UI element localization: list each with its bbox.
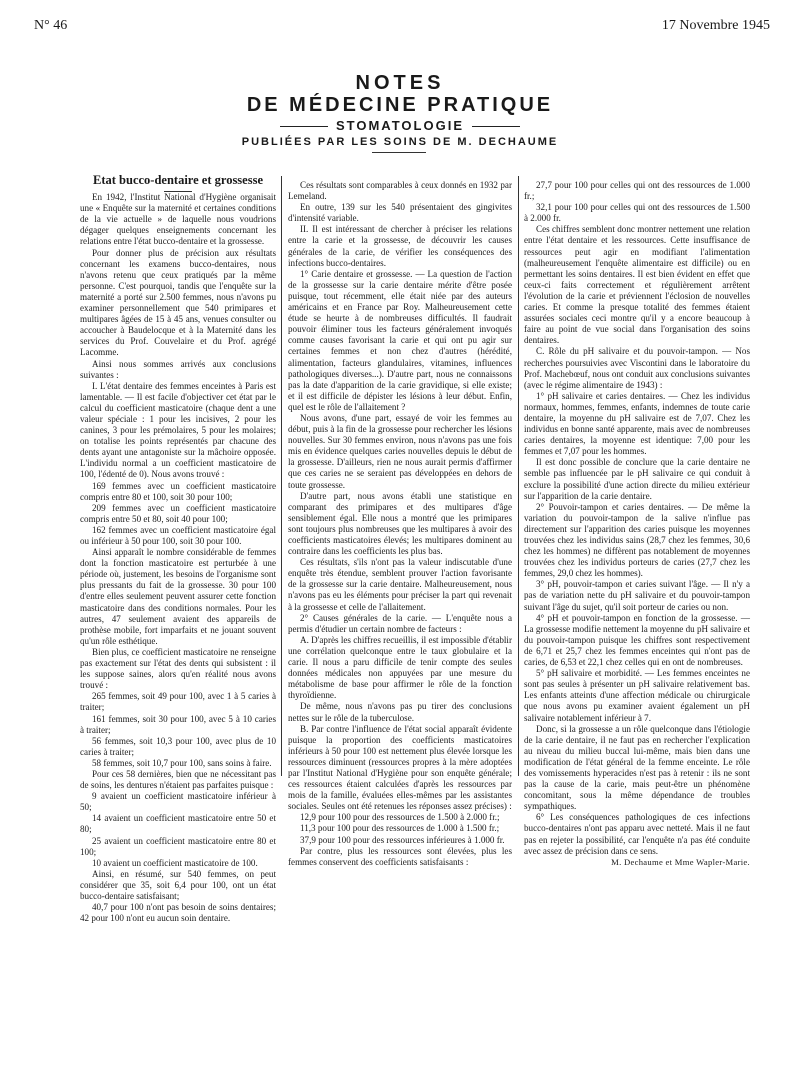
paragraph: Il est donc possible de conclure que la carie dentaire ne semble pas influencée par le pH salivaire ce qui conduit à exclure la possibilité d'une action directe du milieu extérieur sur l'apparition de la carie dentaire. — [524, 457, 750, 501]
paragraph: 5° pH salivaire et morbidité. — Les femmes enceintes ne sont pas seules à présenter un pH salivaire relativement bas. Les enfants atteints d'une affection médicale ou chirurgicale que nous avons pu examiner avaient également un pH salivaire notablement inférieur à 7. — [524, 668, 750, 723]
paragraph: D'autre part, nous avons établi une statistique en comparant des primipares et des multipares d'âge sensiblement égal. Elle nous a montré que les primipares sont toujours plus nombreuses que les multipares à avoir des coefficients masticatoires élevés; les multipares dominent au contraire dans les coefficients les plus bas. — [288, 490, 512, 557]
paragraph: Pour donner plus de précision aux résultats concernant les examens bucco-dentaires, nous n'avons retenu que ceux pratiqués par la même personne. C'est pourquoi, tandis que l'enquête sur la maternité a porté sur 2.500 femmes, nous n'avons pu examiner personnellement que 540 primipares et multipares âgées de 15 à 45 ans, venues consulter ou accoucher à Baudelocque et à la Maternité dans les services du Prof. Couvelaire et du Prof. agrégé Lacomme. — [80, 247, 276, 358]
masthead-line1: NOTES — [355, 72, 445, 94]
paragraph: 162 femmes avec un coefficient masticatoire égal ou inférieur à 50 pour 100, soit 30 pour 100. — [80, 524, 276, 546]
paragraph: Pour ces 58 dernières, bien que ne nécessitant pas de soins, les dentures n'étaient pas parfaites puisque : — [80, 768, 276, 791]
issue-number: N° 46 — [34, 18, 68, 33]
paragraph: 3° pH, pouvoir-tampon et caries suivant l'âge. — Il n'y a pas de variation nette du pH salivaire et du pouvoir-tampon suivant l'âge du sujet, qu'il soit porteur de caries ou non. — [524, 579, 750, 612]
paragraph: 27,7 pour 100 pour celles qui ont des ressources de 1.000 fr.; — [524, 180, 750, 202]
masthead-byline: PUBLIÉES PAR LES SOINS DE M. DECHAUME — [241, 136, 559, 148]
paragraph: 10 avaient un coefficient masticatoire de 100. — [92, 857, 258, 868]
paragraph: II. Il est intéressant de chercher à préciser les relations entre la carie et la grossesse, de découvrir les causes générales de la carie, de vérifier les conséquences des infections bucco-dentaires. — [288, 224, 512, 268]
column-1 — [80, 175, 276, 924]
paragraph: 58 femmes, soit 10,7 pour 100, sans soins à faire. — [92, 757, 272, 768]
paragraph: 1° Carie dentaire et grossesse. — La question de l'action de la grossesse sur la carie dentaire mérite d'être posée puisque, tout récemment, elle était niée par des auteurs américains et en France par Roy. Malheureusement cette étude se heurte à de nombreuses difficultés. Il faudrait pouvoir éliminer tous les facteurs généralement invoqués comme causes favorisant la carie et qui ont pu agir sur certaines femmes et non chez d'autres (hérédité, alimentation, facteurs glandulaires, vitamines, influences pathologiques diverses...). D'autre part, nous ne connaissons pas la date d'apparition de la carie gravidique, si elle existe; et il est difficile de dépister les lésions à leur début. Enfin, quel est le rôle de l'allaitement ? — [288, 268, 512, 412]
paragraph: 11,3 pour 100 pour des ressources de 1.000 à 1.500 fr.; — [300, 823, 500, 834]
masthead-separator — [372, 152, 426, 153]
paragraph: 169 femmes avec un coefficient masticatoire compris entre 80 et 100, soit 30 pour 100; — [80, 480, 276, 502]
paragraph: 4° pH et pouvoir-tampon en fonction de la grossesse. — La grossesse modifie nettement la moyenne du pH salivaire et du pouvoir-tampon puisque les chiffres sont respectivement de 6,71 et 25,7 chez les femmes enceintes qui n'ont pas de caries, de 6,53 et 22,1 chez celles qui en ont de nombreuses. — [524, 612, 751, 668]
masthead-line2: DE MÉDECINE PRATIQUE — [246, 94, 554, 116]
paragraph: De même, nous n'avons pas pu tirer des conclusions nettes sur le rôle de la tuberculose. — [288, 701, 512, 723]
paragraph: B. Par contre l'influence de l'état social apparaît évidente puisque la proportion des coefficients masticatoires inférieurs à 50 pour 100 est nettement plus élevée lorsque les ressources diminuent (ressources propres à la mère adoptées par l'Institut National d'Hygiène pour son enquête générale; ces ressources étaient calculées d'après les ressources par mois de la famille, évaluées elles-mêmes par les assistantes sociales. Seules ont été retenues les réponses assez précises) : — [288, 723, 512, 812]
paragraph: C. Rôle du pH salivaire et du pouvoir-tampon. — Nos recherches poursuivies avec Viscontini dans le laboratoire du Prof. Machebœuf, nous ont conduit aux conclusions suivantes (avec le régime alimentaire de 1943) : — [524, 346, 750, 390]
paragraph: 9 avaient un coefficient masticatoire inférieur à 50; — [80, 791, 276, 813]
paragraph: Donc, si la grossesse a un rôle quelconque dans l'étiologie de la carie dentaire, il ne faut pas en rechercher l'explication au niveau du milieu buccal lui-même, mais bien dans une modification de l'état général de la femme enceinte. Le rôle des vomissements hyperacides n'est pas à retenir : ils ne sont pas la cause de la carie, mais peut-être un phénomène concomitant, sous la même dépendance de troubles sympathiques. — [524, 723, 750, 812]
paragraph: 12,9 pour 100 pour des ressources de 1.500 à 2.000 fr.; — [300, 812, 500, 823]
section-rule-left — [280, 126, 328, 127]
paragraph: 32,1 pour 100 pour celles qui ont des ressources de 1.500 à 2.000 fr. — [524, 202, 750, 224]
paragraph: Bien plus, ce coefficient masticatoire ne renseigne pas exactement sur l'état des dents qui subsistent : il les suppose saines, alors qu'en réalité nous avons trouvé : — [80, 646, 276, 691]
article-signature: M. Dechaume et Mme Wapler-Marie. — [611, 856, 750, 867]
paragraph: Ainsi nous sommes arrivés aux conclusions suivantes : — [80, 358, 276, 380]
masthead-section — [0, 117, 800, 135]
column-3 — [524, 180, 750, 868]
paragraph: 14 avaient un coefficient masticatoire entre 50 et 80; — [80, 813, 276, 835]
article-title: Etat bucco-dentaire et grossesse — [80, 175, 276, 192]
paragraph: 2° Causes générales de la carie. — L'enquête nous a permis d'étudier un certain nombre de facteurs : — [288, 612, 512, 634]
paragraph: En outre, 139 sur les 540 présentaient des gingivites d'intensité variable. — [288, 202, 512, 224]
paragraph: I. L'état dentaire des femmes enceintes à Paris est lamentable. — Il est facile d'objectiver cet état par le calcul du coefficient masticatoire (chaque dent a une valeur spéciale : 1 pour les incisives, 2 pour les canines, 3 pour les prémolaires, 5 pour les molaires; on totalise les points représentés par chacune des dents ayant une antagoniste sur la mâchoire opposée. L'individu normal a un coefficient masticatoire de 100, l'édenté de 0). Nous avons trouvé : — [80, 380, 276, 480]
section-title: STOMATOLOGIE — [335, 118, 464, 133]
paragraph: 265 femmes, soit 49 pour 100, avec 1 à 5 caries à traiter; — [80, 691, 276, 713]
paragraph: 6° Les conséquences pathologiques de ces infections bucco-dentaires n'ont pas apparu avec netteté. Mais il ne faut pas en rejeter la possibilité, car l'enquête n'a pas été conduite avec assez de précision dans ce sens. — [524, 812, 750, 856]
paragraph: 25 avaient un coefficient masticatoire entre 80 et 100; — [80, 835, 276, 857]
paragraph: 2° Pouvoir-tampon et caries dentaires. — De même la variation du pouvoir-tampon de la salive n'influe pas directement sur l'apparition des caries puisque les moyennes trouvées chez les individus sains (28,7 chez les femmes, 30,6 chez les hommes) ne diffèrent pas notablement de moyennes trouvées chez les individus porteurs de caries (27,7 chez les femmes, 29,0 chez les hommes). — [524, 501, 750, 579]
column-2 — [288, 180, 512, 868]
paragraph: 1° pH salivaire et caries dentaires. — Chez les individus normaux, hommes, femmes, enfants, indemnes de toute carie dentaire, la moyenne du pH salivaire est de 7,07. Chez les individus en bonne santé apparente, mais avec de nombreuses caries dentaires, la moyenne est identique: 7,00 pour les femmes et 7,07 pour les hommes. — [524, 390, 750, 457]
paragraph: Ainsi apparaît le nombre considérable de femmes dont la fonction masticatoire est perturbée à une période où, justement, les besoins de l'organisme sont plus pressants du fait de la grossesse. 30 pour 100 d'entre elles seulement peuvent assurer cette fonction masticatoire dans des conditions normales. Pour les autres, 47 seulement avaient des appareils de prothèse mobile, fort imparfaits et ne jouant souvent qu'un rôle esthétique. — [80, 547, 276, 646]
paragraph: 40,7 pour 100 n'ont pas besoin de soins dentaires; 42 pour 100 n'ont eu aucun soin dentaire. — [80, 902, 276, 924]
paragraph: A. D'après les chiffres recueillis, il est impossible d'établir une corrélation quelconque entre le taux globulaire et la carie. Il nous a paru difficile de tenir compte des seules données médicales non appuyées par une mesure du métabolisme de base pour affirmer le rôle de la fonction thyroïdienne. — [288, 634, 512, 701]
column-2-body — [288, 180, 512, 868]
paragraph: Ces résultats, s'ils n'ont pas la valeur indiscutable d'une enquête très étendue, semblent prouver l'action favorisante de la grossesse sur la carie dentaire. Malheureusement, nous n'avons pas eu les éléments pour préciser la part qui revenait à la grossesse et celle de l'allaitement. — [288, 557, 512, 612]
paragraph: 161 femmes, soit 30 pour 100, avec 5 à 10 caries à traiter; — [80, 713, 276, 735]
paragraph: Par contre, plus les ressources sont élevées, plus les femmes conservent des coefficients satisfaisants : — [288, 845, 512, 867]
column-1-body — [80, 192, 276, 924]
column-3-body — [524, 180, 750, 857]
paragraph: Ces chiffres semblent donc montrer nettement une relation entre l'état dentaire et les ressources. Cette insuffisance de ressources peut agir en modifiant l'alimentation (malheureusement l'enquête alimentaire est difficile) ou en permettant les soins dentaires. Il est bien évident en effet que ceux-ci faits correctement et régulièrement arrêtent l'évolution de la carie et préviennent l'éclosion de nouvelles caries. Et comme la presque totalité des femmes étaient assurées sociales ceci montre qu'il y a encore beaucoup à faire au point de vue social dans l'organisation des soins dentaires. — [524, 224, 750, 346]
page-header — [34, 18, 770, 38]
section-rule-right — [472, 126, 520, 127]
masthead — [0, 72, 800, 149]
paragraph: Ainsi, en résumé, sur 540 femmes, on peut considérer que 35, soit 6,4 pour 100, ont un état bucco-dentaire satisfaisant; — [80, 868, 276, 901]
issue-date: 17 Novembre 1945 — [661, 18, 770, 33]
paragraph: Nous avons, d'une part, essayé de voir les femmes au début, puis à la fin de la grossesse pour rechercher les lésions nouvelles. Sur 30 femmes environ, nous n'avons pas une fois mis en évidence quelques caries nouvelles depuis le début de la grossesse. D'ailleurs, rien ne nous aurait permis d'affirmer que ces caries ne se seraient pas développées en dehors de toute grossesse. — [288, 412, 512, 490]
paragraph: 56 femmes, soit 10,3 pour 100, avec plus de 10 caries à traiter; — [80, 735, 276, 757]
paragraph: Ces résultats sont comparables à ceux donnés en 1932 par Lemeland. — [288, 180, 512, 202]
paragraph: En 1942, l'Institut National d'Hygiène organisait une « Enquête sur la maternité et certaines conditions de la vie actuelle » de laquelle nous voudrions dégager quelques enseignements concernant les relations entre l'état bucco-dentaire et la grossesse. — [80, 192, 276, 247]
column-rule-2 — [518, 176, 519, 776]
paragraph: 37,9 pour 100 pour des ressources inférieures à 1.000 fr. — [300, 834, 505, 845]
column-rule-1 — [281, 176, 282, 776]
paragraph: 209 femmes avec un coefficient masticatoire compris entre 50 et 80, soit 40 pour 100; — [80, 502, 276, 524]
